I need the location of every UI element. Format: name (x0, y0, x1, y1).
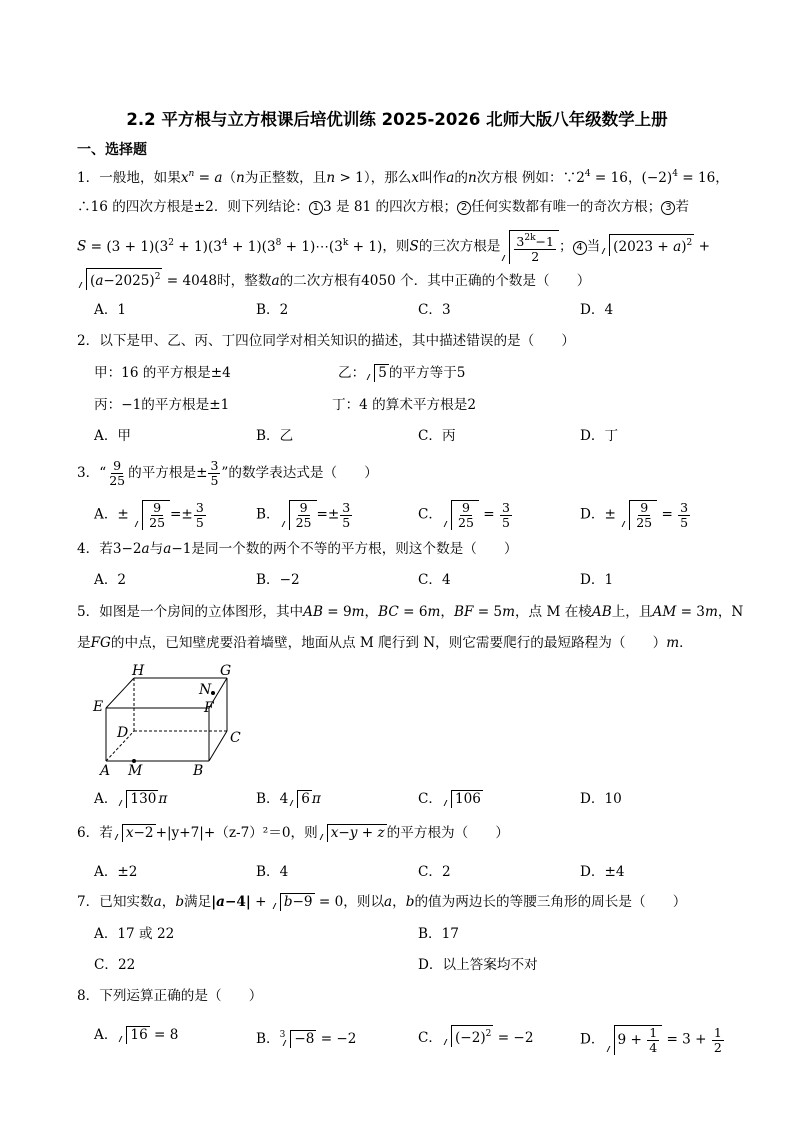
q3-stem: 3．“ $\frac{9}{25}$ 的平方根是± $\frac{3}{5}$ ”的数学表达式是（ ） (77, 458, 378, 488)
q6-option-a[interactable]: A．±2 (94, 864, 138, 880)
label-e: E (93, 699, 104, 715)
point-n (211, 691, 215, 695)
q1-option-c[interactable]: C．3 (418, 302, 451, 318)
q3-option-c[interactable]: C． $\frac{9}{25}$ = $\frac{3}{5}$ (418, 499, 510, 530)
q2-option-a[interactable]: A．甲 (94, 428, 132, 444)
q4-option-d[interactable]: D．1 (580, 572, 614, 588)
q6-option-d[interactable]: D．±4 (580, 864, 625, 880)
page-title: 2.2 平方根与立方根课后培优训练 2025-2026 北师大版八年级数学上册 (126, 110, 668, 129)
q5-option-c[interactable]: C． 106 (418, 791, 481, 807)
q5-option-a[interactable]: A． 130 π (94, 791, 168, 807)
q8-option-b[interactable]: B．$^3$ −8 = −2 (256, 1030, 357, 1047)
q2-statement-ding: 丁：4 的算术平方根是2 (332, 397, 476, 413)
q2-statement-jia: 甲：16 的平方根是±4 (94, 365, 231, 381)
q1-option-b[interactable]: B．2 (256, 302, 289, 318)
q8-option-c[interactable]: C． $(-2)^2 = -2$ (418, 1025, 533, 1048)
q5-line-1: 5．如图是一个房间的立体图形，其中AB = 9m，BC = 6m，BF = 5m，点 M 在棱AB上，且AM = 3m，N (77, 604, 744, 620)
q2-statement-bing: 丙：−1的平方根是±1 (94, 397, 230, 413)
q3-option-b[interactable]: B． $\frac{9}{25}$ =± $\frac{3}{5}$ (256, 499, 351, 530)
q7-option-a[interactable]: A．17 或 22 (94, 926, 175, 942)
q5-option-d[interactable]: D．10 (580, 791, 622, 807)
q1-line-1: 1．一般地，如果$x^n = a(n$为正整数，且n > 1），那么x叫作a的n次方根 例如：$\because 2^4 = 16$，$(-2)^4 = 16$， (77, 169, 729, 186)
q6-option-b[interactable]: B．4 (256, 864, 289, 880)
q8-stem: 8．下列运算正确的是（ ） (77, 988, 263, 1004)
q8-option-a[interactable]: A． 16 = 8 (94, 1027, 179, 1043)
q7-option-d[interactable]: D．以上答案均不对 (418, 957, 538, 973)
q1-option-d[interactable]: D．4 (580, 302, 614, 318)
q2-stem: 2．以下是甲、乙、丙、丁四位同学对相关知识的描述，其中描述错误的是（ ） (77, 333, 576, 349)
q1-option-a[interactable]: A．1 (94, 302, 127, 318)
label-h: H (132, 663, 145, 679)
edge-eh (106, 678, 134, 708)
q1-line-2: ∴16 的四次方根是±2．则下列结论： 1 3 是 81 的四次方根； 2 任何实数都有唯一的奇次方根； 3 若 (77, 199, 689, 215)
q1-line-3: $S = (3 + 1)(3^2 + 1)(3^4 + 1)(3^8$ + $1)\cdots(3^k + 1)$，则S的三次方根是 $\frac{3^{2k}-1}{2}$ ； 4 当 $(2023 + a)^2$ + (77, 230, 710, 264)
q7-option-c[interactable]: C．22 (94, 957, 136, 973)
q5-line-2: 是FG的中点，已知壁虎要沿着墙壁，地面从点 M 爬行到 N，则它需要爬行的最短路程为（ ）m． (77, 635, 693, 651)
label-n: N (199, 682, 212, 698)
label-b: B (193, 763, 204, 779)
label-m: M (128, 763, 143, 779)
q8-option-d[interactable]: D． 9 + $\frac{1}{4}$ = 3 + $\frac{1}{2}$ (580, 1024, 722, 1055)
label-d: D (117, 725, 129, 741)
section-heading: 一、选择题 (77, 142, 147, 158)
q6-stem: 6．若 x−2 +|y+7|+（z-7）²＝0，则 x−y + z 的平方根为（ ） (77, 825, 510, 841)
label-c: C (230, 730, 241, 746)
label-f: F (204, 700, 214, 716)
q5-option-b[interactable]: B．4 6 π (256, 791, 321, 807)
q2-option-d[interactable]: D．丁 (580, 428, 619, 444)
label-g: G (220, 663, 232, 679)
q2-option-b[interactable]: B．乙 (256, 428, 294, 444)
q2-statement-yi: 乙： 5 的平方等于5 (338, 365, 466, 381)
cuboid-figure (90, 660, 250, 780)
q2-option-c[interactable]: C．丙 (418, 428, 456, 444)
q4-option-c[interactable]: C．4 (418, 572, 451, 588)
q3-option-d[interactable]: D．± $\frac{9}{25}$ = $\frac{3}{5}$ (580, 499, 689, 530)
q7-stem: 7．已知实数a，b满足|a−4| + b−9 = 0，则以a，b的值为两边长的等腰三角形的周长是（ ） (77, 894, 687, 910)
label-a: A (100, 763, 111, 779)
q3-option-a[interactable]: A．± $\frac{9}{25}$ =± $\frac{3}{5}$ (94, 499, 204, 530)
q7-option-b[interactable]: B．17 (418, 926, 459, 942)
q4-stem: 4．若3−2a与a−1是同一个数的两个不等的平方根，则这个数是（ ） (77, 541, 518, 557)
q6-option-c[interactable]: C．2 (418, 864, 451, 880)
q1-line-4: $(a-2025)^2 = 4048$时，整数a的二次方根有4050 个．其中正确的个数是（ ） (77, 268, 590, 291)
q4-option-b[interactable]: B．−2 (256, 572, 300, 588)
edge-bc (209, 731, 227, 761)
q4-option-a[interactable]: A．2 (94, 572, 127, 588)
